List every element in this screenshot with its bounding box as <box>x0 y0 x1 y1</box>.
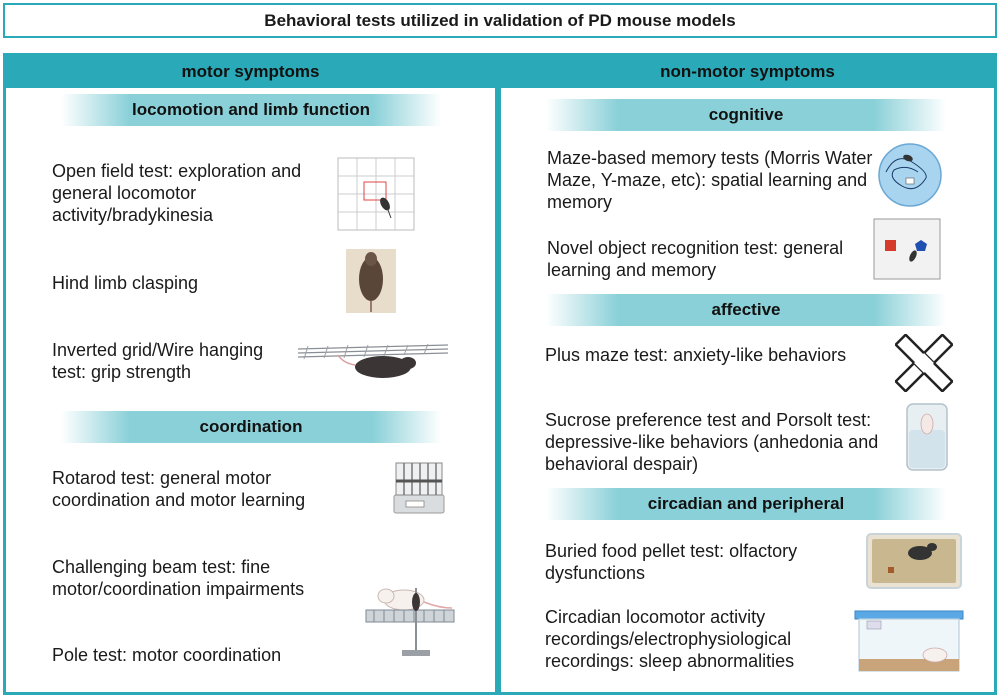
section-cognitive: cognitive <box>546 99 946 131</box>
item-beam: Challenging beam test: fine motor/coordination impairments <box>52 557 305 599</box>
water-maze-icon <box>876 142 944 208</box>
home-cage-icon <box>853 609 965 673</box>
item-rotarod: Rotarod test: general motor coordination and motor learning <box>52 468 306 510</box>
item-plus-maze: Plus maze test: anxiety-like behaviors <box>545 345 847 365</box>
item-food-pellet: Buried food pellet test: olfactory dysfunctions <box>545 541 798 583</box>
plus-maze-icon <box>895 334 953 392</box>
beaker-icon <box>903 400 951 474</box>
figure-title: Behavioral tests utilized in validation of PD mouse models <box>3 3 997 38</box>
food-pellet-icon <box>866 533 962 589</box>
section-coordination: coordination <box>61 411 441 443</box>
pole-icon <box>398 586 434 658</box>
nonmotor-header: non-motor symptoms <box>501 56 994 88</box>
item-sucrose: Sucrose preference test and Porsolt test: depressive-like behaviors (anhedonia and behavioral despair) <box>545 410 879 474</box>
hind-limb-mouse-icon <box>346 249 396 313</box>
item-pole: Pole test: motor coordination <box>52 645 282 665</box>
motor-panel <box>3 53 498 695</box>
section-locomotion: locomotion and limb function <box>61 94 441 126</box>
novel-object-icon <box>873 218 941 280</box>
motor-header: motor symptoms <box>6 56 495 88</box>
rotarod-icon <box>392 459 446 515</box>
nonmotor-panel <box>498 53 997 695</box>
section-affective: affective <box>546 294 946 326</box>
item-hind-limb: Hind limb clasping <box>52 273 199 293</box>
wire-grid-icon <box>298 341 448 381</box>
item-open-field: Open field test: exploration and general locomotor activity/bradykinesia <box>52 161 302 225</box>
item-circadian: Circadian locomotor activity recordings/electrophysiological recordings: sleep abnormalities <box>545 607 795 671</box>
item-novel-object: Novel object recognition test: general learning and memory <box>547 238 844 280</box>
item-water-maze: Maze-based memory tests (Morris Water Maze, Y-maze, etc): spatial learning and memory <box>547 148 873 212</box>
section-circadian: circadian and peripheral <box>546 488 946 520</box>
open-field-icon <box>336 156 416 232</box>
item-wire-hanging: Inverted grid/Wire hanging test: grip strength <box>52 340 264 382</box>
